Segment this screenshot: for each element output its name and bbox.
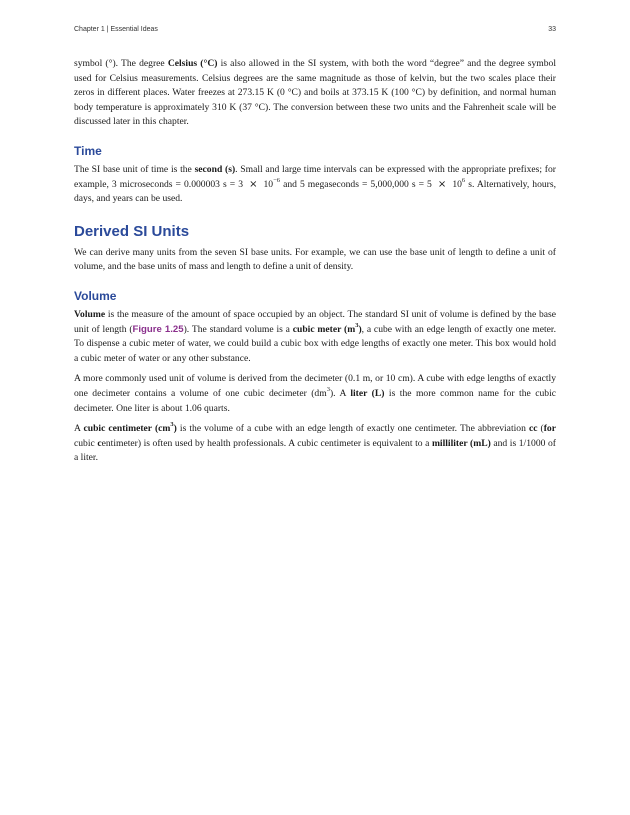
heading-time: Time [74, 143, 102, 158]
page-number: 33 [548, 26, 556, 33]
exponent: 3 [326, 386, 330, 394]
time-paragraph [74, 163, 556, 207]
text-run: 10 [260, 178, 274, 190]
term-cc: cc [528, 423, 538, 435]
term-cubic-centimeter [83, 423, 176, 434]
heading-volume: Volume [74, 288, 117, 303]
text-run: entimeter) is often used by health professionals. A cubic centimeter is equivalent to a [101, 437, 432, 449]
term-cubic-meter [292, 321, 362, 335]
text-run: , a cube with an edge length of exactly one meter. To dispense a cubic meter of water, we could build a cubic box with edge lengths of exactly one meter. This box would hold a cubic meter of water or any other substance. [74, 323, 556, 364]
heading-derived-si-units: Derived SI Units [74, 222, 190, 240]
times-symbol: × [437, 178, 447, 190]
text-run: cubic meter (m [292, 323, 356, 335]
derived-paragraph: We can derive many units from the seven SI base units. For example, we can use the base unit of length to define a unit of volume, and the base units of mass and length to define a unit of density. [74, 246, 556, 273]
text-run: is the volume of a cube with an edge length of exactly one centimeter. The abbreviation [176, 423, 529, 435]
volume-paragraph-1 [74, 308, 556, 366]
volume-paragraph-2 [74, 372, 556, 416]
term-celsius: Celsius (°C) [167, 58, 218, 69]
text-run: s. Alternatively, hours, days, and years can be used. [74, 178, 556, 205]
text-run: A [74, 423, 84, 435]
text-run: ) [173, 423, 177, 435]
text-run: ). The standard volume is a [183, 323, 293, 335]
text-run: and is 1/1000 of a liter. [74, 437, 556, 464]
times-symbol: × [249, 178, 258, 190]
running-header [74, 26, 556, 38]
figure-link[interactable]: Figure 1.25 [132, 323, 184, 335]
text-run: and 5 megaseconds = 5,000,000 s = 5 [280, 178, 435, 190]
text-run: is also allowed in the SI system, with both the word “degree” and the degree symbol used for Celsius measurements. Celsius degrees are the same magnitude as those of kelvin, but the two scales place their zeros in different places. Water freezes at 273.15 K (0 °C) and boils at 373.15 K (100 °C) by definition, and normal human body temperature is approximately 310 K (37 °C). The conversion between these two units and the Fahrenheit scale will be discussed later in this chapter. [74, 58, 557, 128]
text-run: The SI base unit of time is the [74, 163, 195, 175]
chapter-label: Chapter 1 | Essential Ideas [74, 26, 158, 33]
term-milliliter: milliliter (mL) [431, 437, 491, 449]
text-run: cubic centimeter (cm [83, 423, 171, 435]
text-run: A more commonly used unit of volume is derived from the decimeter (0.1 m, or 10 cm). A cube with edge lengths of exactly one decimeter contains a volume of one cubic decimeter (dm [74, 373, 556, 399]
text-run: cubic [74, 437, 98, 449]
term-liter: liter (L) [350, 387, 385, 399]
term-c: c [97, 437, 102, 449]
celsius-paragraph [74, 57, 556, 130]
volume-paragraph-3 [74, 422, 556, 466]
exponent: 6 [461, 176, 466, 184]
term-second: second (s) [194, 163, 236, 175]
text-run: ) [358, 323, 362, 335]
page-content [74, 57, 556, 472]
exponent: 3 [355, 321, 359, 329]
exponent: 3 [170, 421, 174, 429]
text-run: is the more common name for the cubic decimeter. One liter is about 1.06 quarts. [74, 387, 557, 414]
text-run: ). A [329, 387, 351, 399]
term-volume: Volume [74, 308, 106, 320]
text-run: symbol (°). The degree [74, 58, 168, 69]
text-run: ( [537, 423, 544, 435]
exponent: −6 [273, 176, 281, 184]
text-run: . Small and large time intervals can be expressed with the appropriate prefixes; for example, 3 microseconds = 0.000003 s = 3 [74, 163, 556, 190]
term-for: for [543, 423, 556, 435]
text-run: is the measure of the amount of space occupied by an object. The standard SI unit of volume is defined by the base unit of length ( [74, 308, 556, 335]
text-run: 10 [449, 178, 462, 190]
